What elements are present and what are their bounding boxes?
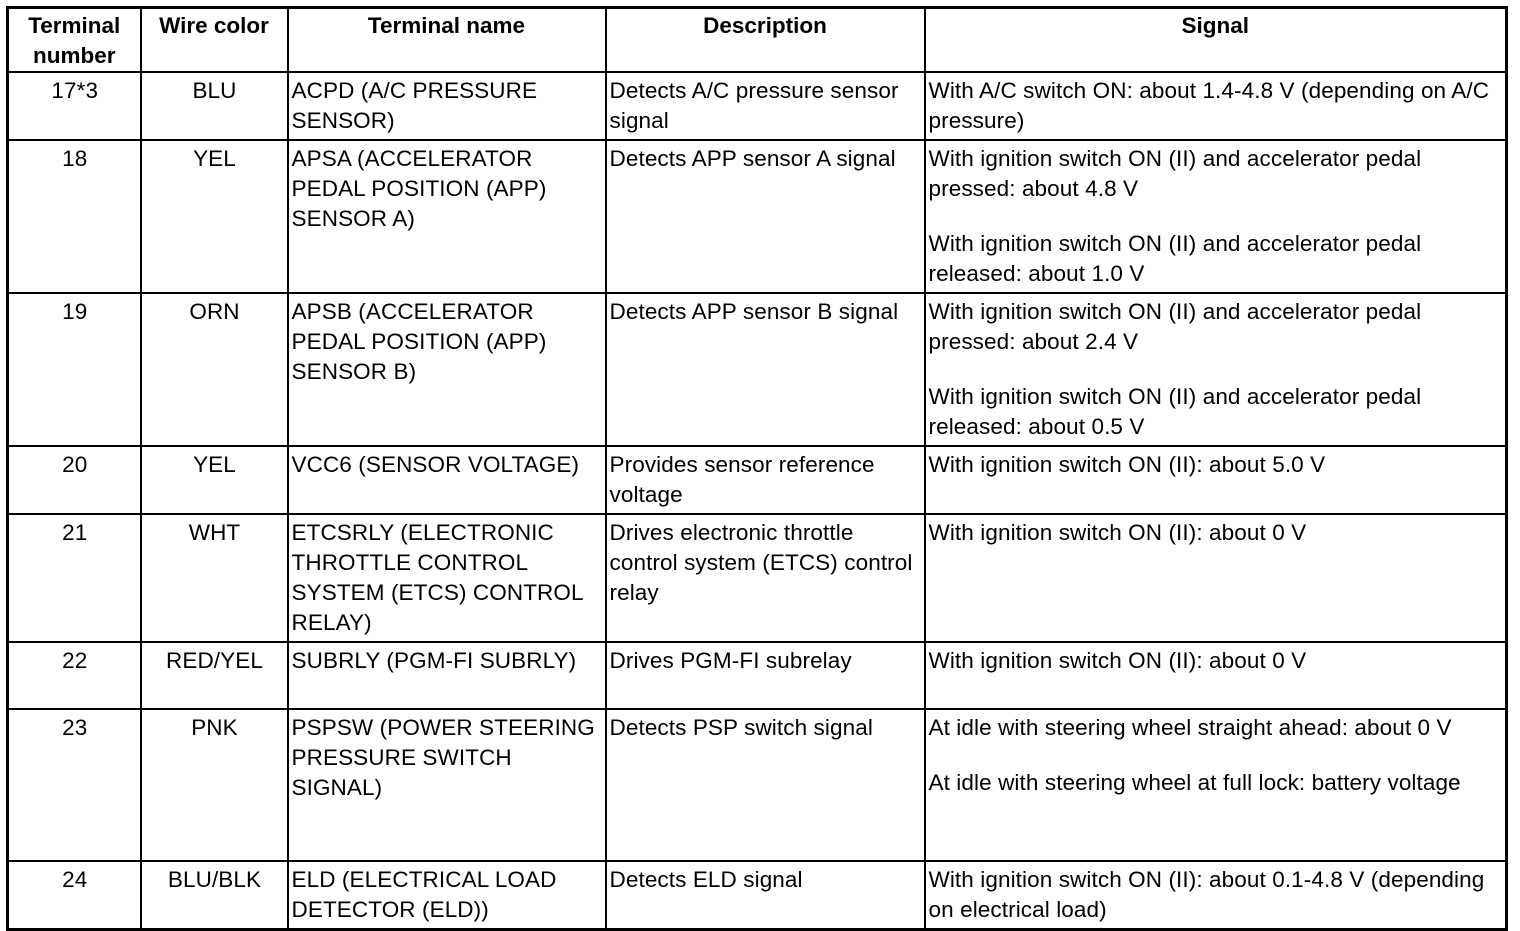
table-row — [8, 140, 1507, 293]
terminal-table — [6, 6, 1508, 931]
table-row — [8, 514, 1507, 642]
wire-color-cell: ORN — [141, 293, 288, 446]
signal-cell — [925, 709, 1507, 861]
terminal-number-cell: 19 — [8, 293, 141, 446]
terminal-number-cell: 22 — [8, 642, 141, 709]
wire-color-cell: YEL — [141, 140, 288, 293]
description-cell: Drives electronic throttle control system (ETCS) control relay — [606, 514, 925, 642]
terminal-number-cell: 18 — [8, 140, 141, 293]
table-row — [8, 72, 1507, 140]
terminal-number-cell: 23 — [8, 709, 141, 861]
table-row — [8, 709, 1507, 861]
signal-condition: With A/C switch ON: about 1.4-4.8 V (depending on A/C pressure) — [928, 78, 1490, 133]
table-row — [8, 446, 1507, 514]
signal-condition: At idle with steering wheel at full lock: battery voltage — [928, 770, 1461, 795]
signal-condition: At idle with steering wheel straight ahead: about 0 V — [928, 715, 1452, 740]
wire-color-cell: WHT — [141, 514, 288, 642]
terminal-name-cell: VCC6 (SENSOR VOLTAGE) — [288, 446, 606, 514]
terminal-name-cell: ELD (ELECTRICAL LOAD DETECTOR (ELD)) — [288, 861, 606, 930]
terminal-name-cell: ETCSRLY (ELECTRONIC THROTTLE CONTROL SYSTEM (ETCS) CONTROL RELAY) — [288, 514, 606, 642]
terminal-name-cell: APSA (ACCELERATOR PEDAL POSITION (APP) SENSOR A) — [288, 140, 606, 293]
signal-cell — [925, 72, 1507, 140]
signal-condition: With ignition switch ON (II) and accelerator pedal released: about 0.5 V — [928, 384, 1422, 439]
description-cell: Detects APP sensor B signal — [606, 293, 925, 446]
terminal-name-cell: ACPD (A/C PRESSURE SENSOR) — [288, 72, 606, 140]
wire-color-cell: YEL — [141, 446, 288, 514]
description-cell: Detects ELD signal — [606, 861, 925, 930]
wire-color-cell: RED/YEL — [141, 642, 288, 709]
description-cell: Detects APP sensor A signal — [606, 140, 925, 293]
header-signal: Signal — [925, 8, 1507, 73]
description-cell: Provides sensor reference voltage — [606, 446, 925, 514]
signal-condition: With ignition switch ON (II) and accelerator pedal released: about 1.0 V — [928, 231, 1422, 286]
description-cell: Detects A/C pressure sensor signal — [606, 72, 925, 140]
terminal-number-cell: 24 — [8, 861, 141, 930]
header-description: Description — [606, 8, 925, 73]
terminal-number-cell: 20 — [8, 446, 141, 514]
signal-condition: With ignition switch ON (II): about 0 V — [928, 648, 1307, 673]
signal-cell — [925, 514, 1507, 642]
terminal-name-cell: APSB (ACCELERATOR PEDAL POSITION (APP) SENSOR B) — [288, 293, 606, 446]
signal-cell — [925, 293, 1507, 446]
signal-condition: With ignition switch ON (II): about 0.1-4.8 V (depending on electrical load) — [928, 867, 1485, 922]
signal-condition: With ignition switch ON (II) and accelerator pedal pressed: about 4.8 V — [928, 146, 1422, 201]
table-body — [8, 72, 1507, 930]
description-cell: Detects PSP switch signal — [606, 709, 925, 861]
table-row — [8, 642, 1507, 709]
wire-color-cell: BLU/BLK — [141, 861, 288, 930]
wire-color-cell: BLU — [141, 72, 288, 140]
header-terminal-number: Terminal number — [8, 8, 141, 73]
signal-condition: With ignition switch ON (II) and accelerator pedal pressed: about 2.4 V — [928, 299, 1422, 354]
table-row — [8, 293, 1507, 446]
header-row — [8, 8, 1507, 73]
signal-cell — [925, 446, 1507, 514]
terminal-number-cell: 21 — [8, 514, 141, 642]
header-terminal-name: Terminal name — [288, 8, 606, 73]
table-row — [8, 861, 1507, 930]
wire-color-cell: PNK — [141, 709, 288, 861]
terminal-name-cell: SUBRLY (PGM-FI SUBRLY) — [288, 642, 606, 709]
signal-cell — [925, 642, 1507, 709]
signal-condition: With ignition switch ON (II): about 5.0 V — [928, 452, 1326, 477]
signal-cell — [925, 861, 1507, 930]
signal-condition: With ignition switch ON (II): about 0 V — [928, 520, 1307, 545]
terminal-number-cell: 17*3 — [8, 72, 141, 140]
terminal-name-cell: PSPSW (POWER STEERING PRESSURE SWITCH SIGNAL) — [288, 709, 606, 861]
header-wire-color: Wire color — [141, 8, 288, 73]
signal-cell — [925, 140, 1507, 293]
description-cell: Drives PGM-FI subrelay — [606, 642, 925, 709]
